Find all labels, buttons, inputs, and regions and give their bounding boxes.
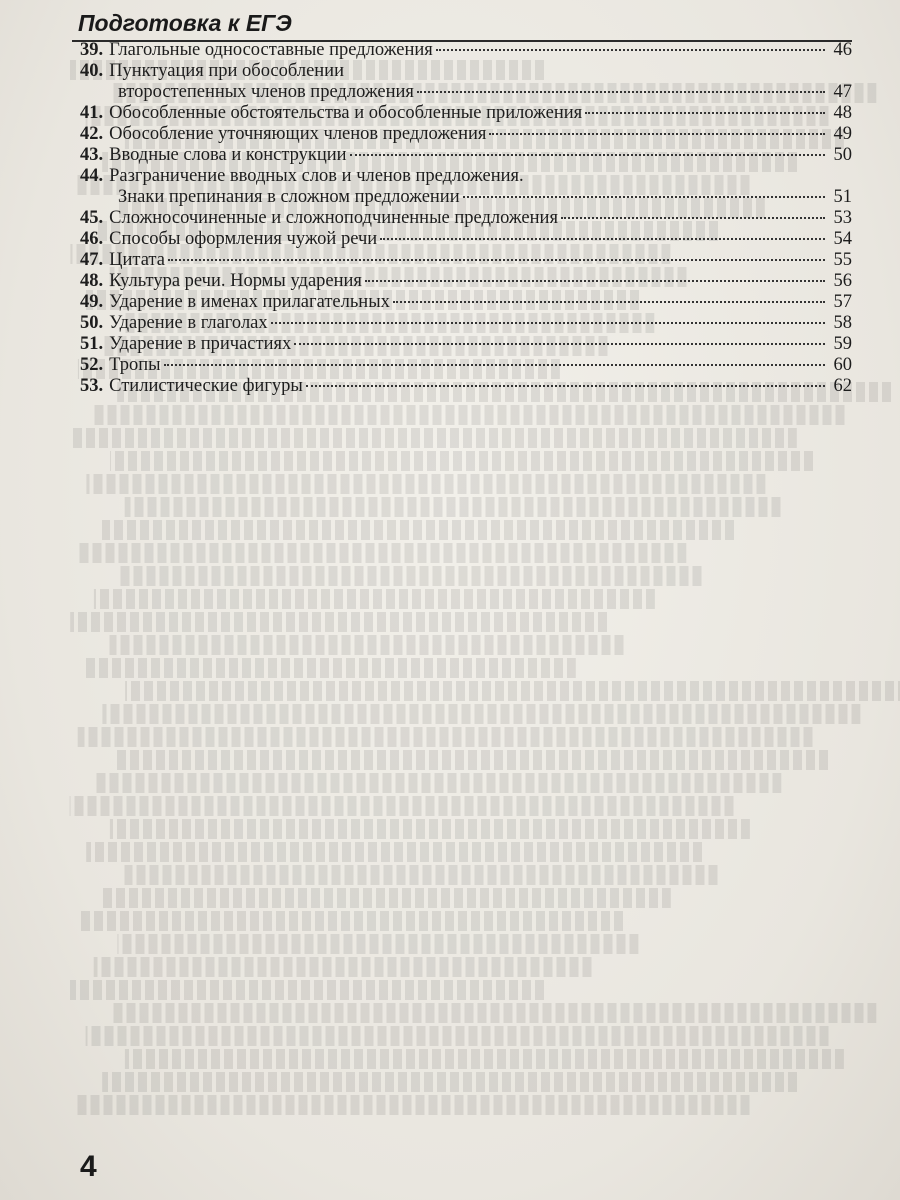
dot-leader xyxy=(393,301,825,303)
toc-entry xyxy=(80,313,852,334)
bleed-line xyxy=(102,704,860,724)
dot-leader xyxy=(271,322,825,324)
dot-leader xyxy=(306,385,825,387)
toc-entry-number: 45. xyxy=(80,208,104,228)
bleed-line xyxy=(110,819,750,839)
dot-leader xyxy=(561,217,825,219)
dot-leader xyxy=(489,133,825,135)
bleed-line xyxy=(125,497,781,517)
bleed-line xyxy=(78,911,623,931)
bleed-line xyxy=(94,405,845,425)
toc-entry-page: 58 xyxy=(833,313,852,333)
toc-entry-title: Вводные слова и конструкции xyxy=(109,145,347,165)
bleed-line xyxy=(86,658,576,678)
bleed-line xyxy=(94,773,781,793)
dot-leader xyxy=(294,343,825,345)
bleed-line xyxy=(70,980,544,1000)
dot-leader xyxy=(168,259,825,261)
dot-leader xyxy=(380,238,825,240)
toc-entry-page: 56 xyxy=(833,271,852,291)
dot-leader xyxy=(417,91,825,93)
toc-entry xyxy=(80,292,852,313)
toc-entry-page: 50 xyxy=(833,145,852,165)
dot-leader xyxy=(436,49,825,51)
toc-entry-title: Тропы xyxy=(109,355,161,375)
bleed-line xyxy=(110,1003,876,1023)
toc-entry xyxy=(80,61,852,82)
dot-leader xyxy=(365,280,825,282)
toc-entry-title: Пунктуация при обособлении xyxy=(109,61,344,81)
toc-entry xyxy=(80,124,852,145)
bleed-line xyxy=(70,428,797,448)
toc-entry xyxy=(80,250,852,271)
bleed-line xyxy=(125,865,718,885)
running-header-title: Подготовка к ЕГЭ xyxy=(78,10,292,36)
bleed-line xyxy=(78,727,813,747)
toc-entry-page: 57 xyxy=(833,292,852,312)
dot-leader xyxy=(350,154,825,156)
toc-entry-number: 41. xyxy=(80,103,104,123)
toc-entry-title: Обособление уточняющих членов предложения xyxy=(109,124,487,144)
toc-entry-number: 47. xyxy=(80,250,104,270)
toc-entry xyxy=(80,355,852,376)
toc-entry-page: 49 xyxy=(833,124,852,144)
toc-entry-page: 60 xyxy=(833,355,852,375)
toc-entry-page: 59 xyxy=(833,334,852,354)
dot-leader xyxy=(585,112,825,114)
bleed-line xyxy=(78,543,686,563)
toc-entry xyxy=(80,82,852,103)
toc-entry-title: Ударение в глаголах xyxy=(109,313,268,333)
page-number: 4 xyxy=(80,1150,97,1183)
bleed-line xyxy=(70,612,607,632)
bleed-line xyxy=(94,589,655,609)
toc-entry-page: 47 xyxy=(833,82,852,102)
bleed-line xyxy=(78,1095,750,1115)
toc-entry xyxy=(80,334,852,355)
bleed-line xyxy=(70,796,734,816)
bleed-line xyxy=(110,635,624,655)
toc-entry-page: 55 xyxy=(833,250,852,270)
toc-entry-title: Ударение в именах прилагательных xyxy=(109,292,390,312)
toc-entry xyxy=(80,40,852,61)
bleed-line xyxy=(86,1026,829,1046)
toc-entry xyxy=(80,208,852,229)
toc-entry-title: Цитата xyxy=(109,250,165,270)
toc-entry xyxy=(80,271,852,292)
toc-entry xyxy=(80,103,852,124)
toc-entry-title: Ударение в причастиях xyxy=(109,334,292,354)
toc-entry-number: 52. xyxy=(80,355,104,375)
toc-entry-title: Знаки препинания в сложном предложении xyxy=(118,187,460,207)
toc-entry-number: 42. xyxy=(80,124,104,144)
toc-entry-number: 44. xyxy=(80,166,104,186)
bleed-line xyxy=(102,520,734,540)
toc-entry-page: 54 xyxy=(833,229,852,249)
table-of-contents xyxy=(80,40,852,397)
toc-entry-page: 46 xyxy=(833,40,852,60)
toc-entry-page: 51 xyxy=(833,187,852,207)
toc-entry-title: Стилистические фигуры xyxy=(109,376,303,396)
dot-leader xyxy=(463,196,825,198)
dot-leader xyxy=(164,364,825,366)
toc-entry-title: Обособленные обстоятельства и обособленные приложения xyxy=(109,103,583,123)
bleed-line xyxy=(125,1049,844,1069)
bleed-line xyxy=(102,888,671,908)
toc-entry-number: 50. xyxy=(80,313,104,333)
bleed-line xyxy=(102,1072,797,1092)
toc-entry xyxy=(80,166,852,187)
toc-entry xyxy=(80,229,852,250)
page-header xyxy=(72,6,852,42)
bleed-line xyxy=(94,957,592,977)
toc-entry xyxy=(80,187,852,208)
bleed-line xyxy=(110,451,813,471)
toc-entry-title: Разграничение вводных слов и членов предложения. xyxy=(109,166,524,186)
toc-entry-title: второстепенных членов предложения xyxy=(118,82,414,102)
toc-entry-page: 48 xyxy=(833,103,852,123)
toc-entry xyxy=(80,376,852,397)
toc-entry-number: 46. xyxy=(80,229,104,249)
bleed-line xyxy=(117,566,702,586)
toc-entry xyxy=(80,145,852,166)
toc-entry-number: 53. xyxy=(80,376,104,396)
toc-entry-number: 48. xyxy=(80,271,104,291)
toc-entry-page: 53 xyxy=(833,208,852,228)
bleed-line xyxy=(86,842,702,862)
toc-entry-title: Глагольные односоставные предложения xyxy=(109,40,433,60)
bleed-line xyxy=(125,681,900,701)
toc-entry-number: 49. xyxy=(80,292,104,312)
toc-entry-number: 43. xyxy=(80,145,104,165)
bleed-line xyxy=(117,934,638,954)
toc-entry-page: 62 xyxy=(833,376,852,396)
toc-entry-number: 40. xyxy=(80,61,104,81)
toc-entry-title: Сложносочиненные и сложноподчиненные предложения xyxy=(109,208,558,228)
toc-entry-number: 39. xyxy=(80,40,104,60)
toc-entry-title: Способы оформления чужой речи xyxy=(109,229,378,249)
toc-entry-number: 51. xyxy=(80,334,104,354)
bleed-line xyxy=(86,474,765,494)
bleed-line xyxy=(117,750,828,770)
toc-entry-title: Культура речи. Нормы ударения xyxy=(109,271,362,291)
